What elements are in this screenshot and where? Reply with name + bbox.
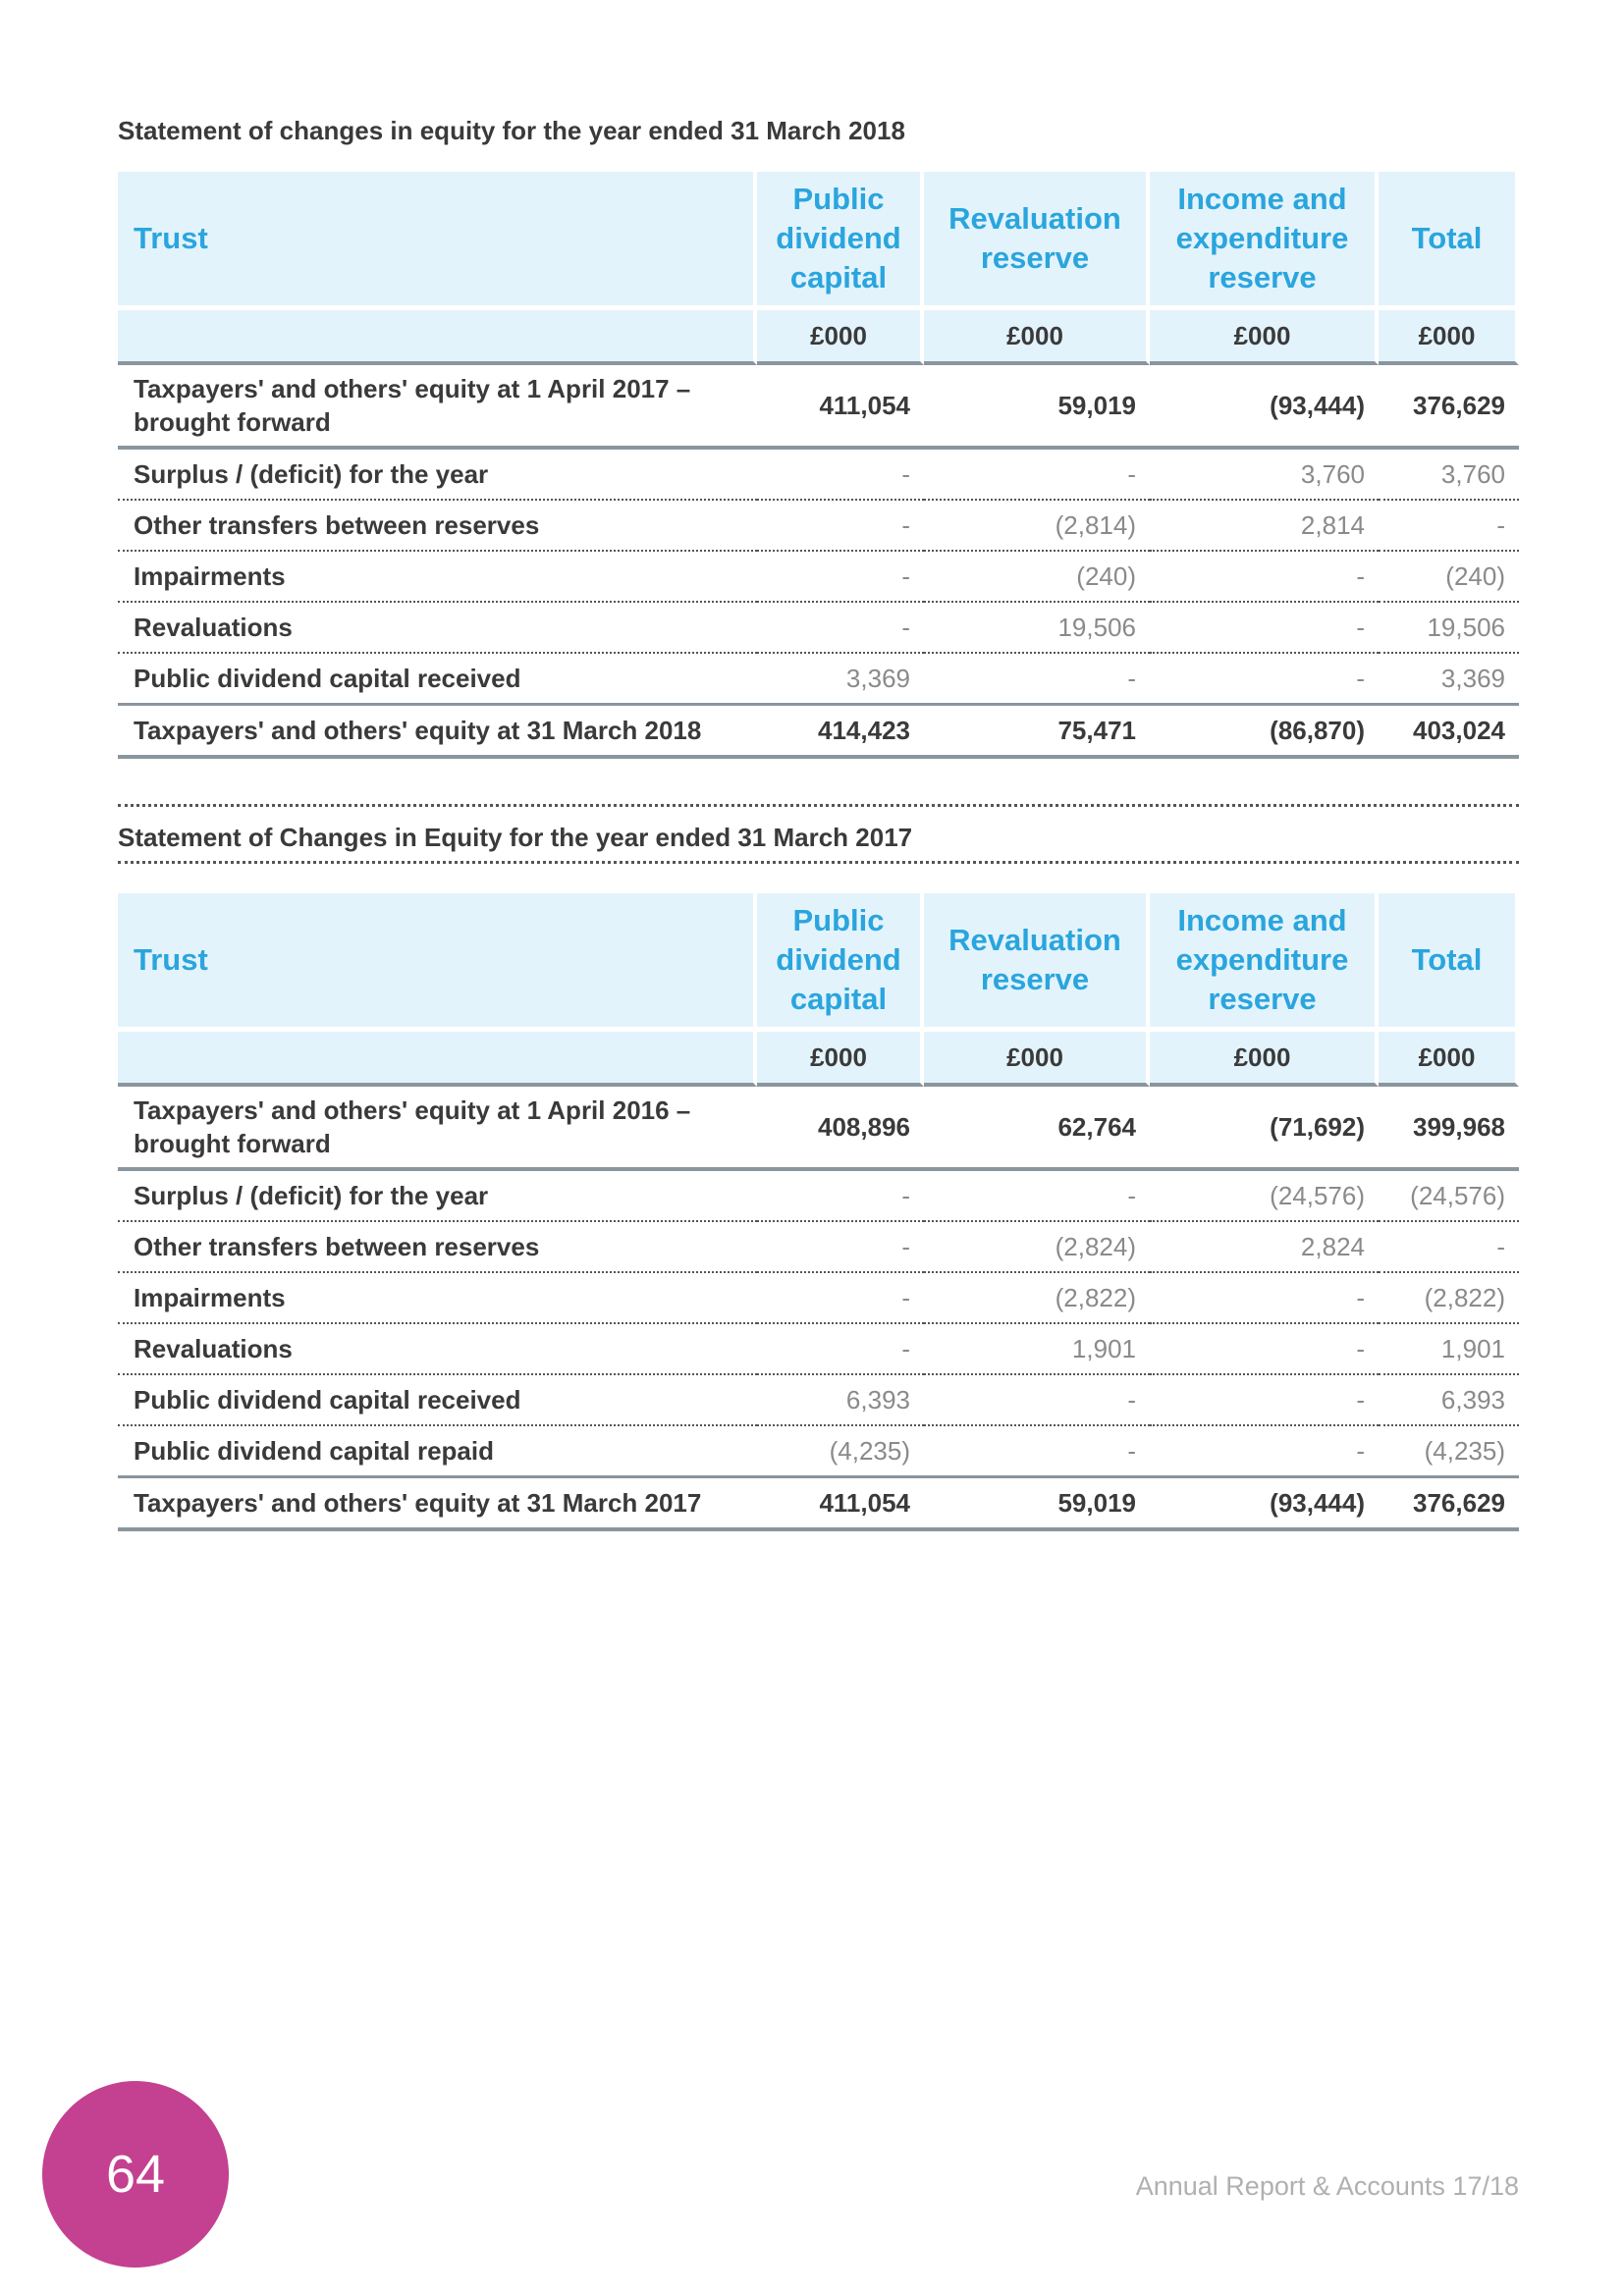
- unit-cell: £000: [1150, 305, 1379, 365]
- column-header: Revaluation reserve: [924, 893, 1150, 1027]
- value-cell: 19,506: [1379, 603, 1519, 654]
- value-cell: 411,054: [757, 365, 924, 450]
- column-header: Public dividend capital: [757, 172, 924, 305]
- value-cell: -: [757, 501, 924, 552]
- value-cell: 1,901: [924, 1324, 1150, 1375]
- value-cell: 3,369: [845, 663, 910, 693]
- value-cell: 411,054: [757, 1475, 924, 1531]
- value-cell: 376,629: [1379, 1475, 1519, 1531]
- column-header: Public dividend capital: [757, 893, 924, 1027]
- value-cell: 6,393: [1379, 1375, 1519, 1426]
- header-row: [118, 893, 1519, 1027]
- table-row: [118, 703, 1519, 759]
- value-cell: 19,506: [924, 603, 1150, 654]
- value-cell: -: [924, 1171, 1150, 1222]
- value-cell: (2,824): [924, 1222, 1150, 1273]
- divider: [118, 861, 1519, 864]
- table-row: [118, 1171, 1519, 1222]
- units-row: [118, 1027, 1519, 1087]
- value-cell: -: [1150, 603, 1379, 654]
- row-label: Public dividend capital repaid: [134, 1435, 494, 1466]
- value-cell: 3,760: [1379, 450, 1519, 501]
- value-cell: -: [757, 552, 924, 603]
- equity-table-2018: [118, 172, 1519, 759]
- table-row: [118, 501, 1519, 552]
- value-cell: -: [1150, 552, 1379, 603]
- page-number: 64: [105, 2145, 166, 2204]
- value-cell: (71,692): [1150, 1087, 1379, 1171]
- value-cell: (4,235): [1424, 1435, 1505, 1466]
- value-cell: (240): [1379, 552, 1519, 603]
- unit-cell: £000: [1150, 1027, 1379, 1087]
- value-cell: -: [1150, 1324, 1379, 1375]
- value-cell: -: [757, 1324, 924, 1375]
- unit-cell: £000: [757, 305, 924, 365]
- page-number-badge: [42, 2081, 229, 2268]
- row-label: Taxpayers' and others' equity at 31 March 2018: [118, 703, 757, 759]
- value-cell: 59,019: [924, 1475, 1150, 1531]
- value-cell: 75,471: [924, 703, 1150, 759]
- table-row: [118, 1475, 1519, 1531]
- column-header: Income and expenditure reserve: [1150, 893, 1379, 1027]
- value-cell: (2,814): [924, 501, 1150, 552]
- value-cell: 59,019: [924, 365, 1150, 450]
- column-header: Revaluation reserve: [924, 172, 1150, 305]
- row-label: Impairments: [118, 552, 757, 603]
- value-cell: (93,444): [1150, 1475, 1379, 1531]
- column-header: Trust: [118, 172, 757, 305]
- unit-cell: £000: [1379, 1027, 1519, 1087]
- unit-cell: £000: [757, 1027, 924, 1087]
- value-cell: -: [1379, 1222, 1519, 1273]
- row-label: Surplus / (deficit) for the year: [118, 450, 757, 501]
- table-row: [118, 552, 1519, 603]
- row-label: Public dividend capital received: [118, 1375, 757, 1426]
- row-label: Other transfers between reserves: [118, 501, 757, 552]
- value-cell: -: [757, 1222, 924, 1273]
- value-cell: (2,822): [1379, 1273, 1519, 1324]
- equity-table-2017: [118, 893, 1519, 1531]
- value-cell: (24,576): [1379, 1171, 1519, 1222]
- column-header: Total: [1379, 172, 1519, 305]
- value-cell: -: [757, 450, 924, 501]
- value-cell: -: [757, 603, 924, 654]
- value-cell: (4,235): [829, 1435, 910, 1466]
- value-cell: 3,369: [1440, 663, 1505, 693]
- units-row: [118, 305, 1519, 365]
- table-title-2017: Statement of Changes in Equity for the year ended 31 March 2017: [118, 823, 913, 852]
- row-label: Taxpayers' and others' equity at 1 April 2017 – brought forward: [118, 365, 757, 450]
- unit-cell: £000: [924, 1027, 1150, 1087]
- unit-cell: [118, 305, 757, 365]
- table-row: [118, 450, 1519, 501]
- value-cell: -: [1356, 663, 1365, 693]
- value-cell: (93,444): [1150, 365, 1379, 450]
- row-label: Revaluations: [118, 603, 757, 654]
- unit-cell: £000: [924, 305, 1150, 365]
- value-cell: 2,814: [1150, 501, 1379, 552]
- value-cell: -: [1150, 1375, 1379, 1426]
- value-cell: (24,576): [1150, 1171, 1379, 1222]
- value-cell: (86,870): [1150, 703, 1379, 759]
- value-cell: 376,629: [1379, 365, 1519, 450]
- value-cell: 1,901: [1379, 1324, 1519, 1375]
- row-label: Surplus / (deficit) for the year: [118, 1171, 757, 1222]
- row-label: Impairments: [118, 1273, 757, 1324]
- value-cell: (2,822): [924, 1273, 1150, 1324]
- value-cell: (240): [924, 552, 1150, 603]
- unit-cell: £000: [1379, 305, 1519, 365]
- row-label: Public dividend capital received: [134, 663, 521, 693]
- value-cell: 3,760: [1150, 450, 1379, 501]
- column-header: Income and expenditure reserve: [1150, 172, 1379, 305]
- value-cell: 414,423: [757, 703, 924, 759]
- value-cell: 408,896: [757, 1087, 924, 1171]
- table-row: [118, 1273, 1519, 1324]
- table-row: [118, 603, 1519, 654]
- value-cell: 399,968: [1379, 1087, 1519, 1171]
- table-row: [118, 1375, 1519, 1426]
- value-cell: -: [1379, 501, 1519, 552]
- row-label: Taxpayers' and others' equity at 1 April 2016 – brought forward: [118, 1087, 757, 1171]
- value-cell: -: [924, 450, 1150, 501]
- value-cell: 2,824: [1150, 1222, 1379, 1273]
- table-row: [118, 1222, 1519, 1273]
- publication-title: Annual Report & Accounts 17/18: [1135, 2171, 1519, 2201]
- divider: [118, 804, 1519, 807]
- table-row: [118, 1087, 1519, 1171]
- value-cell: -: [1127, 663, 1136, 693]
- column-header: Trust: [118, 893, 757, 1027]
- table-title-2018: Statement of changes in equity for the year ended 31 March 2018: [118, 116, 905, 145]
- unit-cell: [118, 1027, 757, 1087]
- table-row: [118, 365, 1519, 450]
- header-row: [118, 172, 1519, 305]
- value-cell: -: [1127, 1435, 1136, 1466]
- value-cell: -: [757, 1171, 924, 1222]
- value-cell: -: [757, 1273, 924, 1324]
- table-row: [118, 1426, 1519, 1475]
- table-row: [118, 654, 1519, 703]
- row-label: Taxpayers' and others' equity at 31 March 2017: [118, 1475, 757, 1531]
- row-label: Other transfers between reserves: [118, 1222, 757, 1273]
- value-cell: -: [1356, 1435, 1365, 1466]
- table-row: [118, 1324, 1519, 1375]
- row-label: Revaluations: [118, 1324, 757, 1375]
- value-cell: 6,393: [757, 1375, 924, 1426]
- value-cell: -: [924, 1375, 1150, 1426]
- value-cell: 62,764: [924, 1087, 1150, 1171]
- value-cell: -: [1150, 1273, 1379, 1324]
- column-header: Total: [1379, 893, 1519, 1027]
- value-cell: 403,024: [1379, 703, 1519, 759]
